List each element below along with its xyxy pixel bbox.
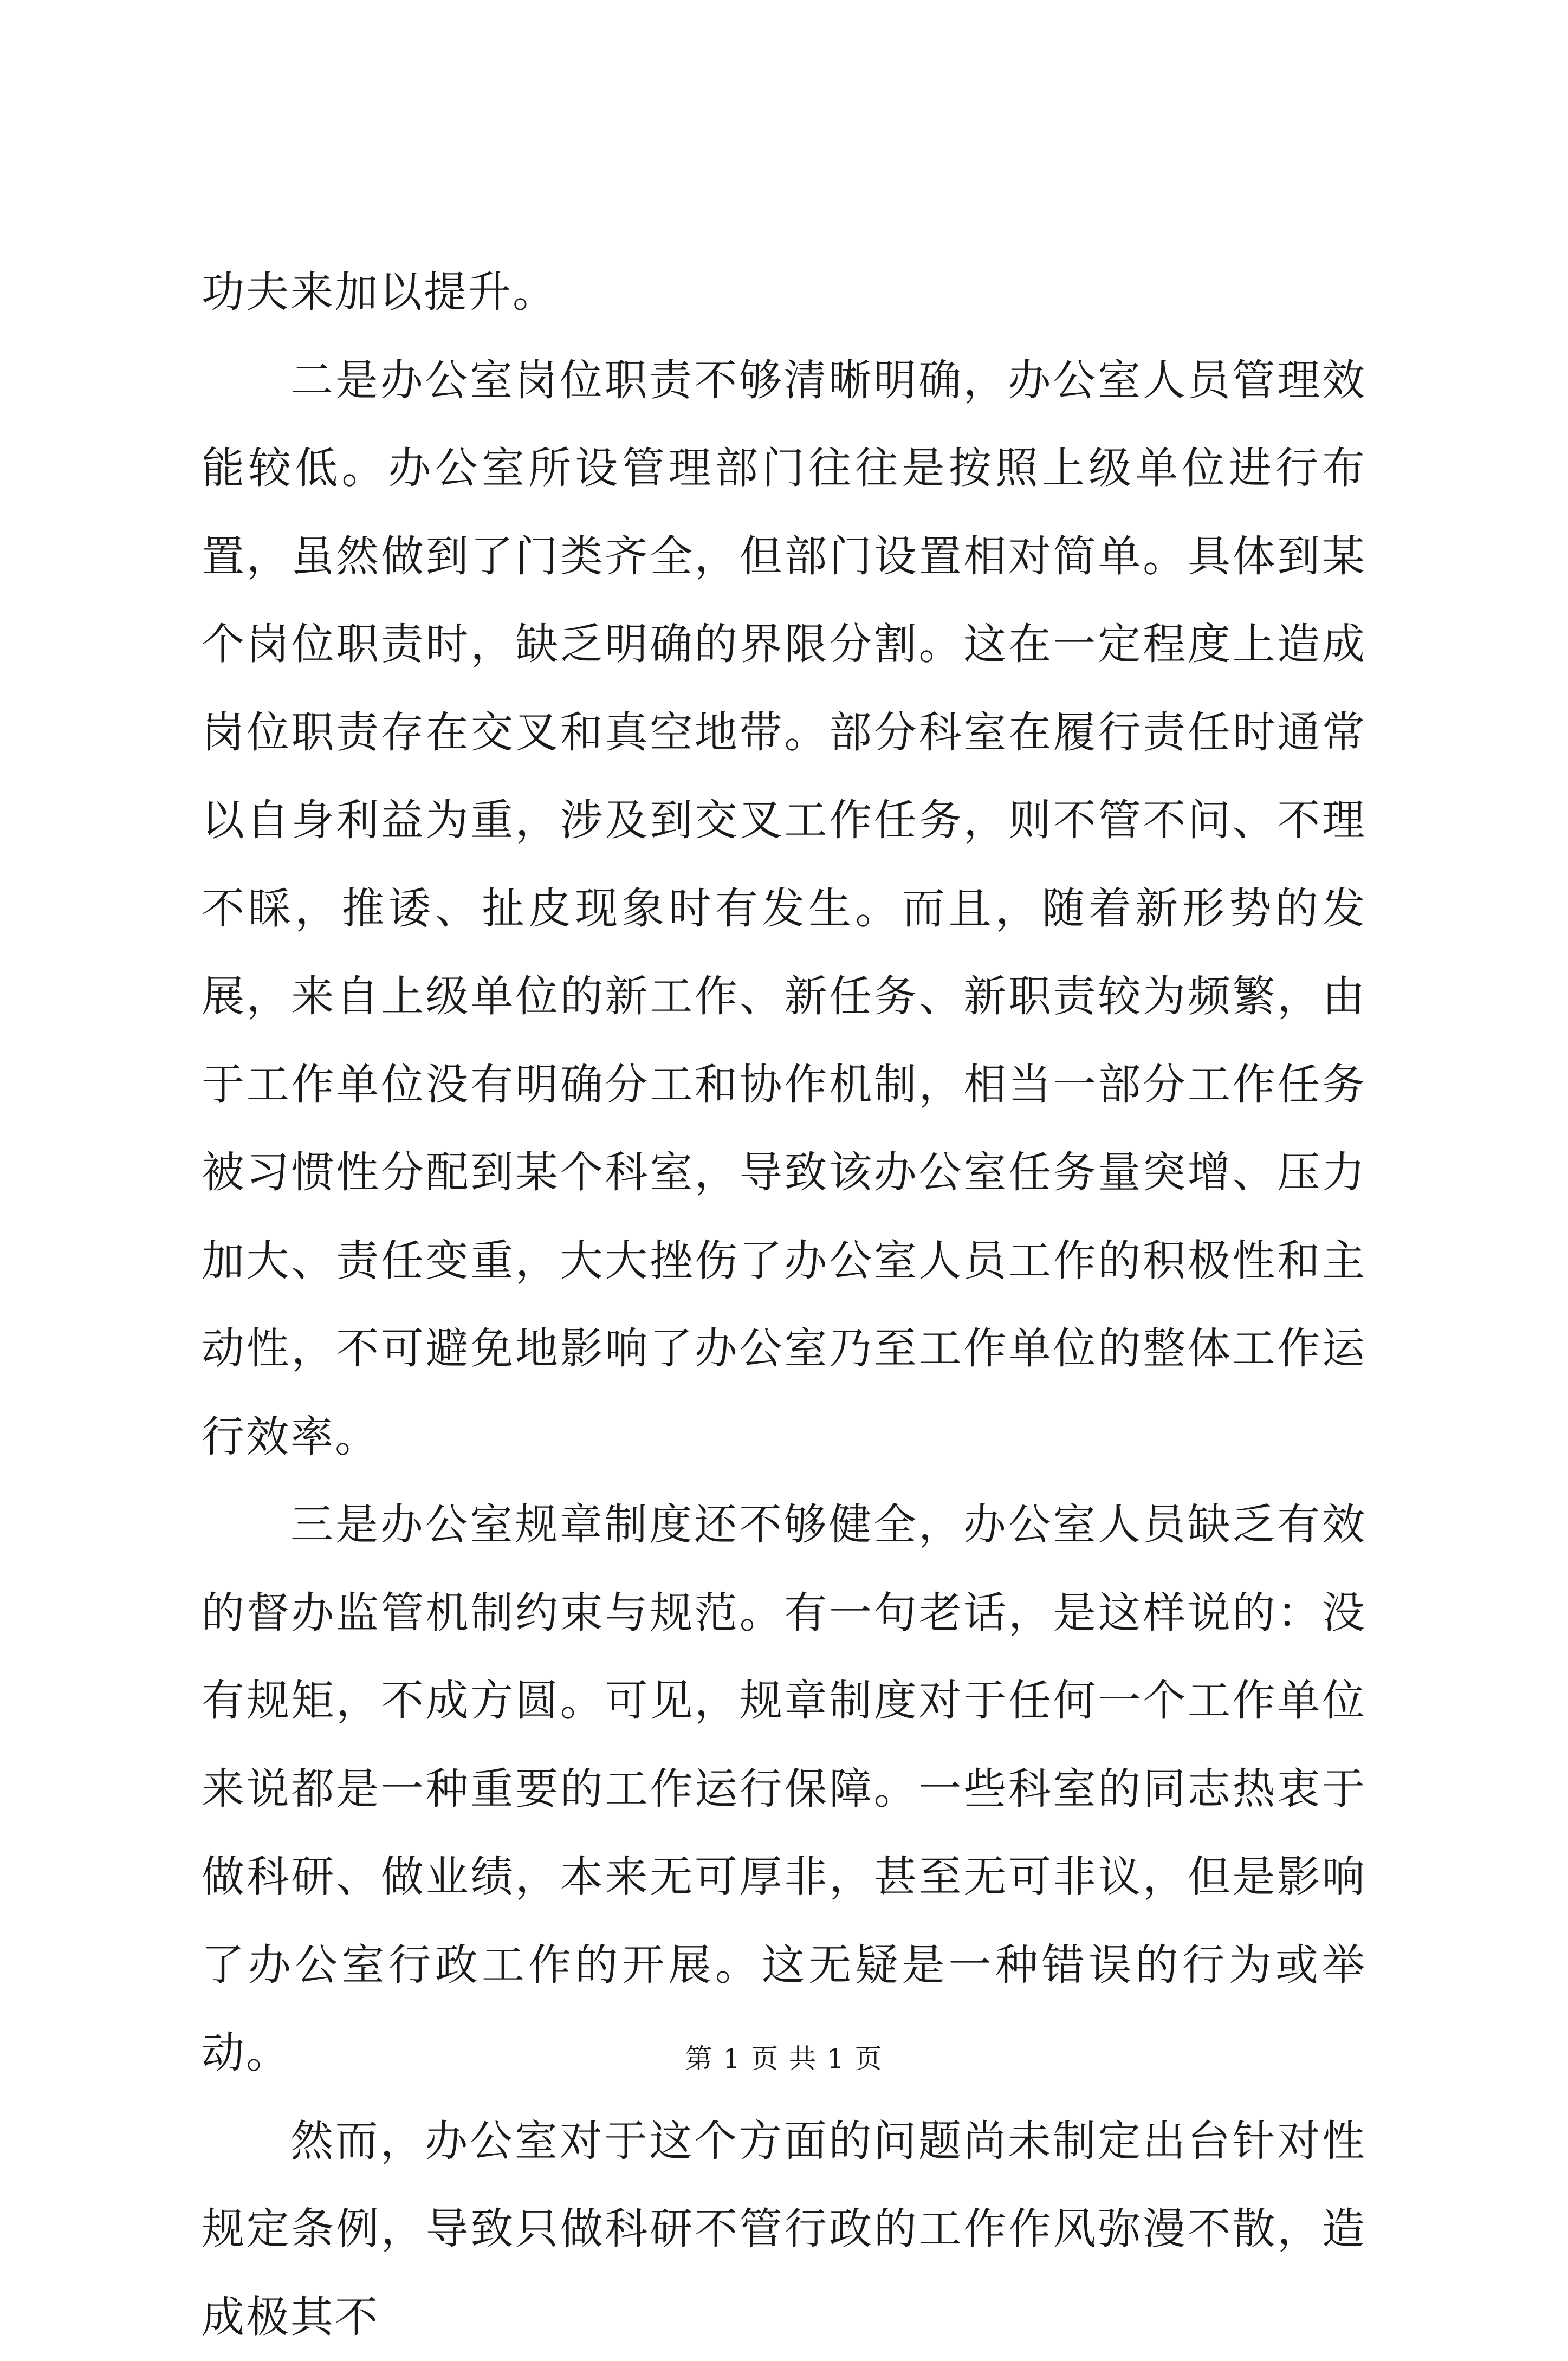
page-footer: 第 1 页 共 1 页 — [0, 2040, 1568, 2078]
paragraph-continuation: 功夫来加以提升。 — [202, 248, 1366, 336]
paragraph-job-responsibilities: 二是办公室岗位职责不够清晰明确，办公室人员管理效能较低。办公室所设管理部门往往是按照上级单位进行布置，虽然做到了门类齐全，但部门设置相对简单。具体到某个岗位职责时，缺乏明确的界限分割。这在一定程度上造成岗位职责存在交叉和真空地带。部分科室在履行责任时通常以自身利益为重，涉及到交叉工作任务，则不管不问、不理不睬，推诿、扯皮现象时有发生。而且，随着新形势的发展，来自上级单位的新工作、新任务、新职责较为频繁，由于工作单位没有明确分工和协作机制，相当一部分工作任务被习惯性分配到某个科室，导致该办公室任务量突增、压力加大、责任变重，大大挫伤了办公室人员工作的积极性和主动性，不可避免地影响了办公室乃至工作单位的整体工作运行效率。 — [202, 336, 1366, 1481]
paragraph-however: 然而，办公室对于这个方面的问题尚未制定出台针对性规定条例，导致只做科研不管行政的工作作风弥漫不散，造成极其不 — [202, 2097, 1366, 2361]
paragraph-rules-regulations: 三是办公室规章制度还不够健全，办公室人员缺乏有效的督办监管机制约束与规范。有一句老话，是这样说的：没有规矩，不成方圆。可见，规章制度对于任何一个工作单位来说都是一种重要的工作运行保障。一些科室的同志热衷于做科研、做业绩，本来无可厚非，甚至无可非议，但是影响了办公室行政工作的开展。这无疑是一种错误的行为或举动。 — [202, 1481, 1366, 2097]
